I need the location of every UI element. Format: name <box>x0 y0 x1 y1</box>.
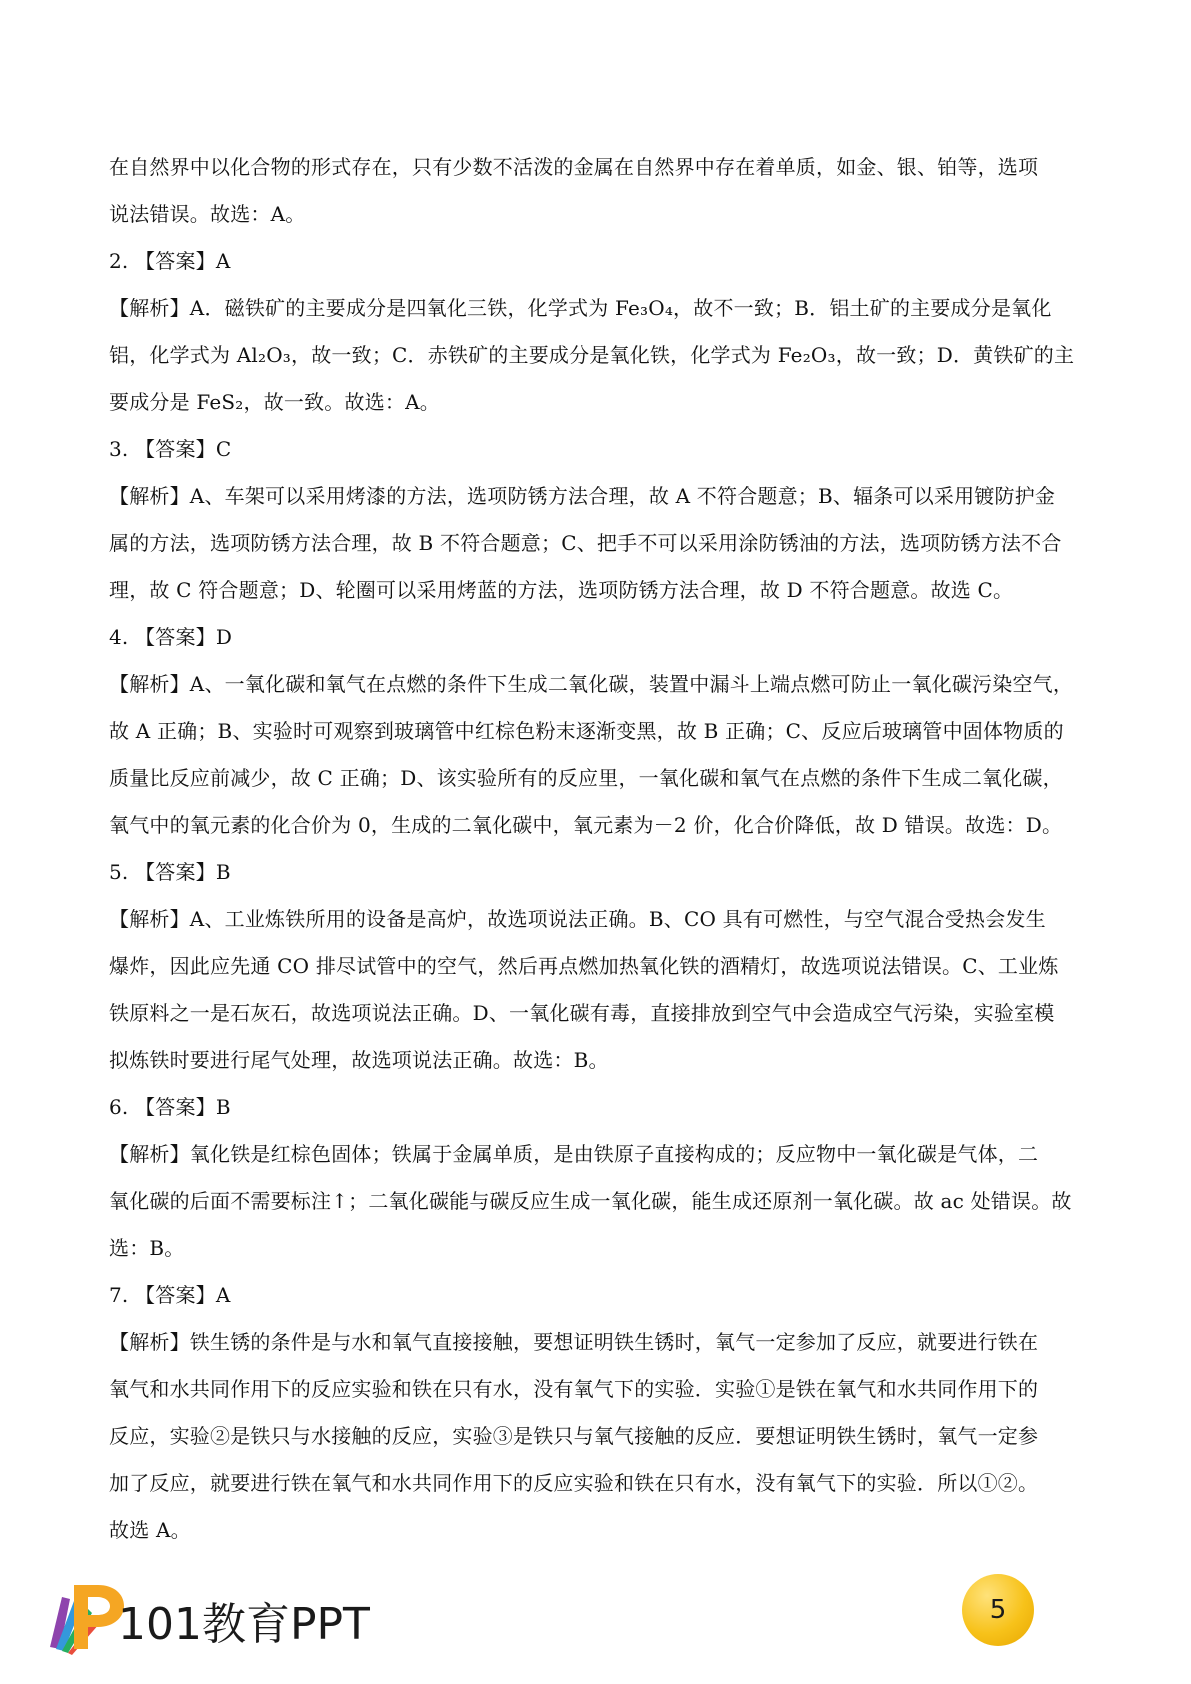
text-line: 理，故 C 符合题意；D、轮圈可以采用烤蓝的方法，选项防锈方法合理，故 D 不符合题意。故选 C。 <box>109 578 1014 602</box>
text-line: 【解析】铁生锈的条件是与水和氧气直接接触，要想证明铁生锈时，氧气一定参加了反应，就要进行铁在 <box>109 1330 1039 1354</box>
answer-heading: 6. 【答案】B <box>109 1095 231 1119</box>
text-line: 质量比反应前减少，故 C 正确；D、该实验所有的反应里，一氧化碳和氧气在点燃的条件下生成二氧化碳， <box>109 766 1063 790</box>
text-line: 拟炼铁时要进行尾气处理，故选项说法正确。故选：B。 <box>109 1048 609 1072</box>
text-line: 【解析】A．磁铁矿的主要成分是四氧化三铁，化学式为 Fe₃O₄，故不一致；B．铝土矿的主要成分是氧化 <box>109 296 1052 320</box>
text-line: 要成分是 FeS₂，故一致。故选：A。 <box>109 390 440 414</box>
logo-p-shape <box>74 1585 124 1649</box>
text-line: 氧气中的氧元素的化合价为 0，生成的二氧化碳中，氧元素为－2 价，化合价降低，故 D 错误。故选：D。 <box>109 813 1063 837</box>
text-line: 氧化碳的后面不需要标注↑；二氧化碳能与碳反应生成一氧化碳，能生成还原剂一氧化碳。故 ac 处错误。故 <box>109 1189 1072 1213</box>
page-number-badge <box>962 1574 1034 1646</box>
page-number: 5 <box>989 1595 1007 1625</box>
text-line: 【解析】A、工业炼铁所用的设备是高炉，故选项说法正确。B、CO 具有可燃性，与空气混合受热会发生 <box>109 907 1046 931</box>
document-body <box>109 144 1089 1554</box>
text-line: 铁原料之一是石灰石，故选项说法正确。D、一氧化碳有毒，直接排放到空气中会造成空气污染，实验室模 <box>109 1001 1055 1025</box>
brand-logo-text: 101教育PPT <box>118 1599 370 1650</box>
text-line: 【解析】A、车架可以采用烤漆的方法，选项防锈方法合理，故 A 不符合题意；B、辐条可以采用镀防护金 <box>109 484 1056 508</box>
text-line: 故选 A。 <box>109 1518 191 1542</box>
text-line: 选：B。 <box>109 1236 185 1260</box>
answer-heading: 7. 【答案】A <box>109 1283 231 1307</box>
answer-heading: 5. 【答案】B <box>109 860 231 884</box>
text-line: 属的方法，选项防锈方法合理，故 B 不符合题意；C、把手不可以采用涂防锈油的方法，选项防锈方法不合 <box>109 531 1062 555</box>
answer-heading: 4. 【答案】D <box>109 625 233 649</box>
answer-heading: 3. 【答案】C <box>109 437 232 461</box>
text-line: 加了反应，就要进行铁在氧气和水共同作用下的反应实验和铁在只有水，没有氧气下的实验．所以①②。 <box>109 1471 1039 1495</box>
text-line: 反应，实验②是铁只与水接触的反应，实验③是铁只与氧气接触的反应．要想证明铁生锈时，氧气一定参 <box>109 1424 1039 1448</box>
answer-heading: 2. 【答案】A <box>109 249 231 273</box>
text-line: 在自然界中以化合物的形式存在，只有少数不活泼的金属在自然界中存在着单质，如金、银、铂等，选项 <box>109 155 1039 179</box>
text-line: 爆炸，因此应先通 CO 排尽试管中的空气，然后再点燃加热氧化铁的酒精灯，故选项说法错误。C、工业炼 <box>109 954 1059 978</box>
text-line: 铝，化学式为 Al₂O₃，故一致；C．赤铁矿的主要成分是氧化铁，化学式为 Fe₂O₃，故一致；D．黄铁矿的主 <box>109 343 1075 367</box>
text-line: 氧气和水共同作用下的反应实验和铁在只有水，没有氧气下的实验．实验①是铁在氧气和水共同作用下的 <box>109 1377 1039 1401</box>
text-line: 说法错误。故选：A。 <box>109 202 306 226</box>
text-line: 【解析】A、一氧化碳和氧气在点燃的条件下生成二氧化碳，装置中漏斗上端点燃可防止一氧化碳污染空气， <box>109 672 1074 696</box>
text-line: 故 A 正确；B、实验时可观察到玻璃管中红棕色粉末逐渐变黑，故 B 正确；C、反应后玻璃管中固体物质的 <box>109 719 1064 743</box>
text-line: 【解析】氧化铁是红棕色固体；铁属于金属单质，是由铁原子直接构成的；反应物中一氧化碳是气体，二 <box>109 1142 1039 1166</box>
